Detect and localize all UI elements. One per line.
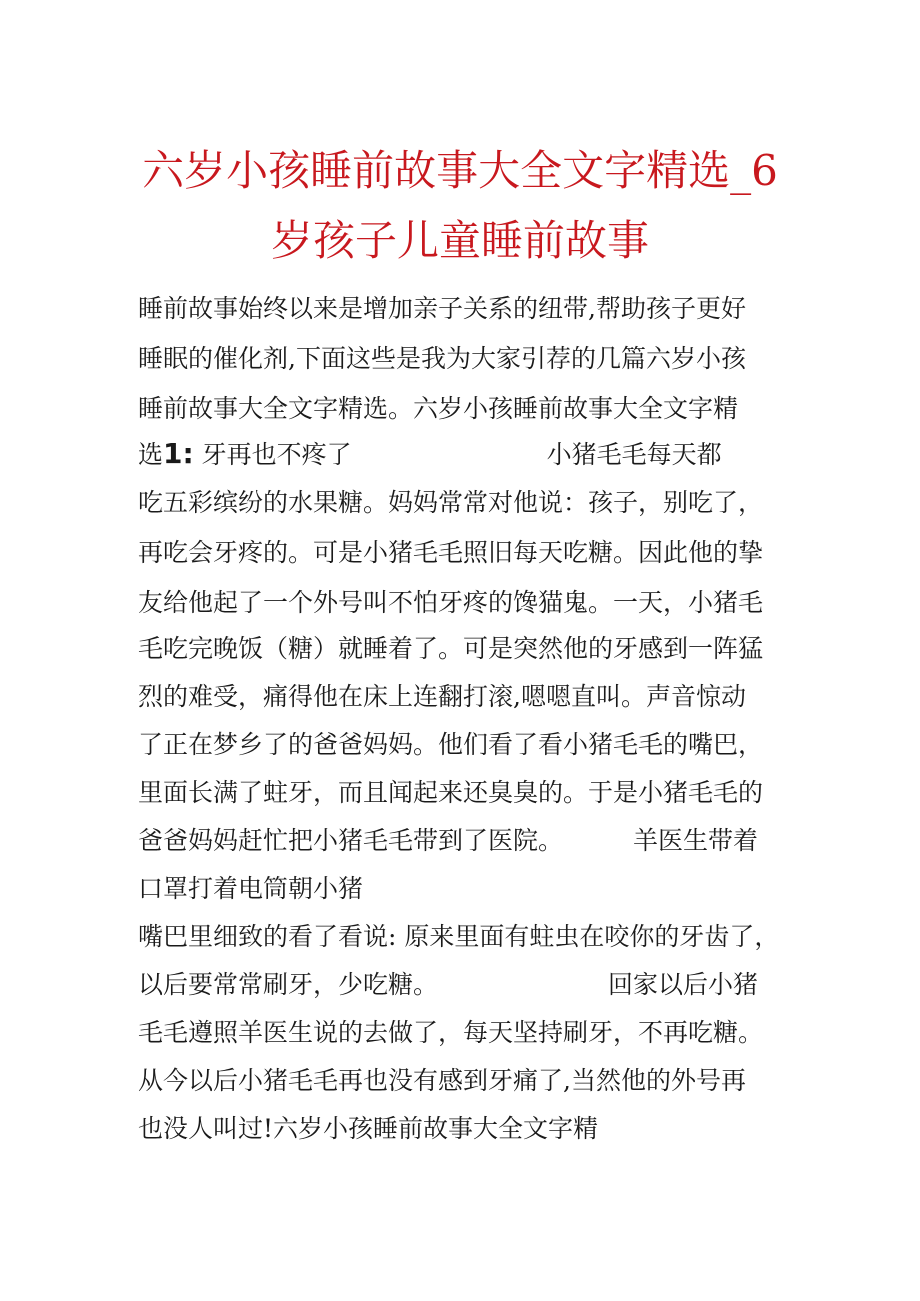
line-prefix: 选 <box>138 440 164 469</box>
paragraph-line: 睡前故事始终以来是增加亲子关系的纽带,帮助孩子更好 <box>138 294 746 323</box>
section-heading: 牙再也不疼了 <box>201 440 352 469</box>
paragraph-line: 睡眠的催化剂,下面这些是我为大家引荐的几篇六岁小孩 <box>138 344 746 373</box>
paragraph-line: 毛吃完晚饭（糖）就睡着了。可是突然他的牙感到一阵猛 <box>138 634 764 663</box>
paragraph-line: 嘴巴里细致的看了看说: 原来里面有蛀虫在咬你的牙齿了， <box>138 922 780 951</box>
paragraph-line: 烈的难受，痛得他在床上连翻打滚,嗯嗯直叫。声音惊动 <box>138 682 746 711</box>
line-text: 以后要常常刷牙，少吃糖。 <box>138 970 439 999</box>
paragraph-line: 也没人叫过!六岁小孩睡前故事大全文字精 <box>138 1114 599 1143</box>
line-continuation: 羊医生带着 <box>633 826 759 855</box>
document-title-line-1: 六岁小孩睡前故事大全文字精选_6 <box>142 146 778 195</box>
section-heading-line <box>138 437 818 470</box>
section-first-text: 小猪毛毛每天都 <box>546 440 722 469</box>
document-title-line-2: 岁孩子儿童睡前故事 <box>270 216 649 265</box>
section-number: 1: <box>163 437 194 470</box>
line-continuation: 回家以后小猪 <box>608 970 759 999</box>
paragraph-line: 睡前故事大全文字精选。六岁小孩睡前故事大全文字精 <box>138 394 739 423</box>
paragraph-line: 吃五彩缤纷的水果糖。妈妈常常对他说：孩子，别吃了， <box>138 488 764 517</box>
paragraph-line: 毛毛遵照羊医生说的去做了，每天坚持刷牙，不再吃糖。 <box>138 1018 764 1047</box>
paragraph-line: 里面长满了蛀牙，而且闻起来还臭臭的。于是小猪毛毛的 <box>138 778 764 807</box>
paragraph-line: 从今以后小猪毛毛再也没有感到牙痛了,当然他的外号再 <box>138 1066 746 1095</box>
line-text: 爸爸妈妈赶忙把小猪毛毛带到了医院。 <box>138 826 564 855</box>
paragraph-line <box>138 972 818 997</box>
paragraph-line: 了正在梦乡了的爸爸妈妈。他们看了看小猪毛毛的嘴巴， <box>138 730 764 759</box>
paragraph-line: 口罩打着电筒朝小猪 <box>138 874 364 903</box>
paragraph-line <box>138 828 818 853</box>
paragraph-line: 再吃会牙疼的。可是小猪毛毛照旧每天吃糖。因此他的挚 <box>138 538 764 567</box>
paragraph-line: 友给他起了一个外号叫不怕牙疼的馋猫鬼。一天，小猪毛 <box>138 588 764 617</box>
